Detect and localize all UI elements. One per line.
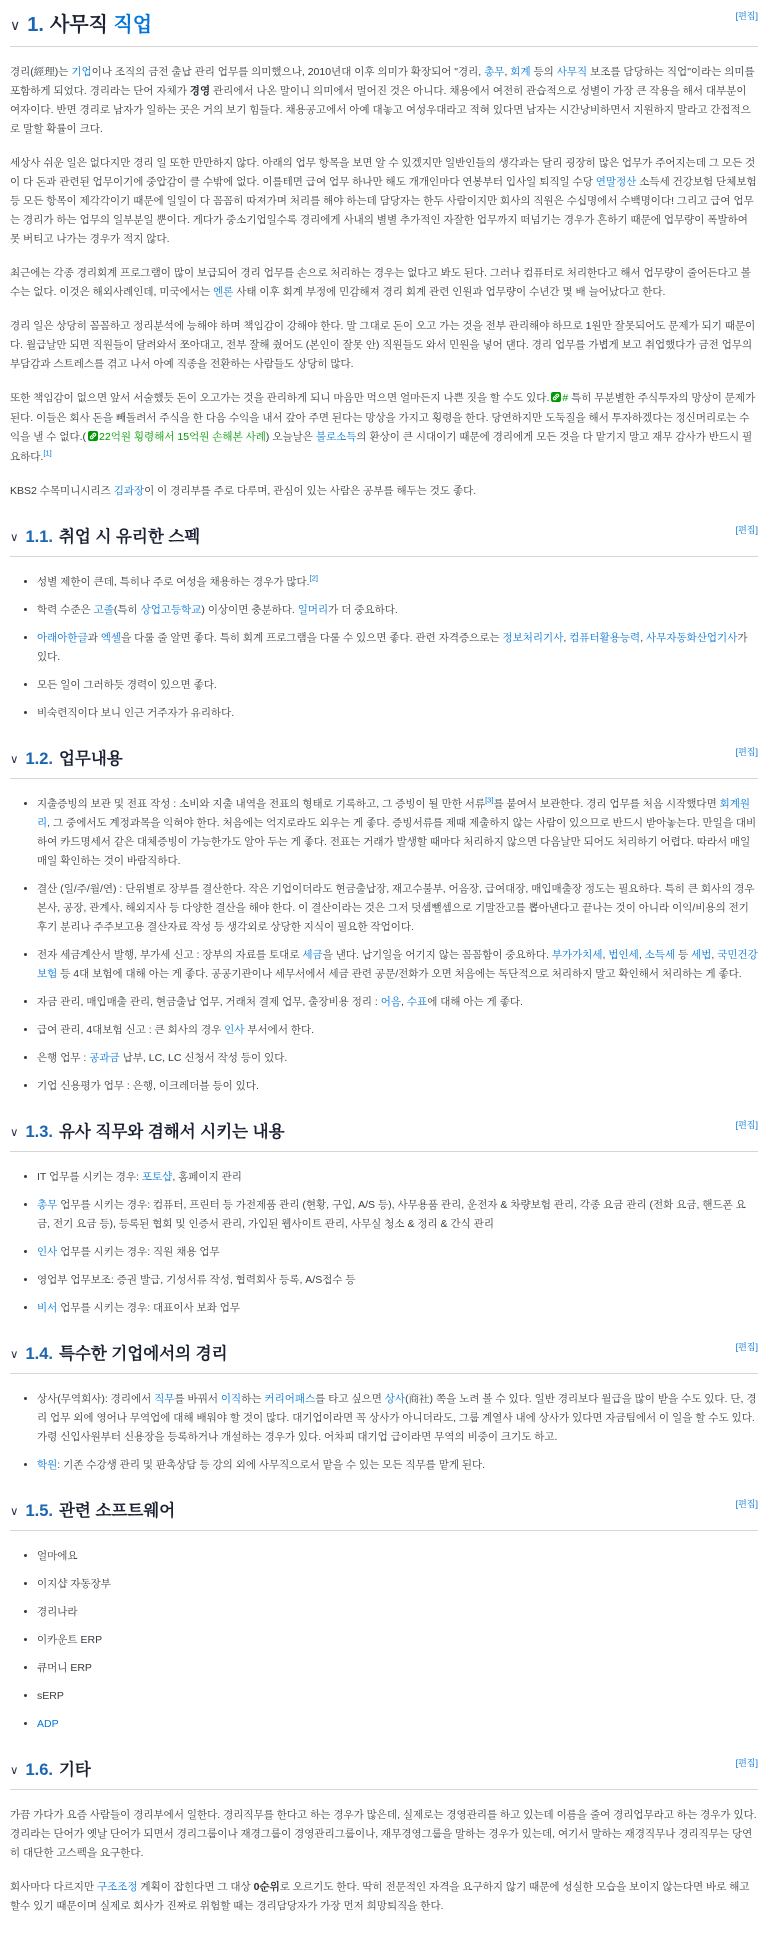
list-item [37, 1659, 758, 1678]
text-run: 최근에는 각종 경리회계 프로그램이 많이 보급되어 경리 업무를 손으로 처리하는 경우는 없다고 봐도 된다. 그러나 컴퓨터로 처리한다고 해서 업무량이 줄어든다고 볼 수는 없다. 이것은 해외사례인데, 미국에서는 [10, 267, 751, 298]
footnote [310, 573, 318, 582]
wiki-link[interactable]: 기업 [71, 66, 92, 78]
section-1-1 [10, 525, 758, 723]
text-run: IT 업무를 시키는 경우: [37, 1170, 142, 1183]
section-1-3 [10, 1119, 758, 1318]
list-item [37, 880, 758, 937]
text-run: 를 바꿔서 [174, 1392, 221, 1405]
section-content [10, 573, 758, 723]
wiki-link[interactable]: 총무 [484, 66, 505, 78]
section-heading [10, 1498, 758, 1531]
list-item [37, 1168, 758, 1187]
wiki-link[interactable]: 컴퓨터활용능력 [569, 631, 641, 644]
list-item [37, 1271, 758, 1290]
section-heading [10, 1119, 758, 1152]
text-run: 가 더 중요하다. [328, 603, 398, 616]
list-item [37, 1715, 758, 1734]
text-run: , [638, 948, 645, 961]
list-item [37, 1243, 758, 1262]
text-run: 경리 일은 상당히 꼼꼼하고 정리분석에 능해야 하며 책임감이 강해야 한다. 말 그대로 돈이 오고 가는 것을 전부 관리해야 하므로 1원만 잘못되어도 문제가 되기 때문이다. 월급날만 되면 직원들이 달려와서 쪼아대고, 전부 잘해 줬어도 (본인이 잘못 안) 직원들도 와서 민원을 넣어 댄다. 경리 업무를 가볍게 보고 취업했다가 금전 업무의 부담감과 스트레스를 겪고 나서 아예 직종을 전환하는 사람들도 상당히 많다. [10, 320, 756, 370]
list-item [37, 1021, 758, 1040]
list-item [37, 1196, 758, 1234]
wiki-link[interactable]: 총무 [37, 1198, 58, 1211]
collapse-chevron-icon[interactable]: ∨ [10, 1505, 19, 1518]
bullet-list [10, 573, 758, 723]
wiki-link[interactable]: 세금 [302, 948, 323, 961]
text-run: 이카운트 ERP [37, 1633, 103, 1646]
section-number-link[interactable]: 1.2. [25, 749, 53, 768]
collapse-chevron-icon[interactable]: ∨ [10, 17, 21, 33]
text-run: 업무내용 [58, 749, 123, 768]
section-1-2 [10, 746, 758, 1096]
paragraph [10, 1806, 758, 1863]
text-run: 특히 무분별한 주식투자의 망상이 문제가 된다. 이들은 회사 돈을 빼돌려서 주식을 한 다음 수익을 내서 갚아 주면 된다는 망상을 가지고 횡령을 한다. 당연하지만 도둑질을 해서 투자하겠다는 정신머리로는 수익을 낼 수 없다.( [10, 392, 756, 443]
section-content [10, 1390, 758, 1475]
text-run: 큐머니 ERP [37, 1661, 92, 1674]
list-item [37, 1575, 758, 1594]
section-title [59, 528, 200, 546]
wiki-link[interactable]: 직업 [113, 14, 153, 36]
external-link-icon[interactable] [88, 429, 98, 448]
wiki-link[interactable]: 상업고등학교 [140, 603, 202, 616]
list-item [37, 1603, 758, 1622]
section-number-link[interactable]: 1.6. [25, 1760, 53, 1779]
wiki-link[interactable]: 회계원리 [37, 797, 751, 829]
paragraph [10, 63, 758, 139]
text-run: 등 4대 보험에 대해 아는 게 좋다. 공공기관이나 세무서에서 세금 관련 공문/전화가 오면 처음에는 독단적으로 처리하지 말고 확인해서 처리하는 게 좋다. [57, 967, 742, 980]
collapse-chevron-icon[interactable]: ∨ [10, 1126, 19, 1139]
text-run: 사태 이후 회계 부정에 민감해져 경리 회계 관련 인원과 업무량이 수년간 몇 배 늘어났다고 한다. [233, 286, 666, 298]
edit-link[interactable]: [편집] [735, 525, 758, 535]
wiki-link[interactable]: 공과금 [89, 1051, 120, 1064]
list-item [37, 1299, 758, 1318]
text-run: 성별 제한이 큰데, 특히나 주로 여성을 채용하는 경우가 많다. [37, 575, 310, 588]
wiki-link[interactable]: 일머리 [297, 603, 329, 616]
text-run: 얼마에요 [37, 1549, 78, 1562]
text-run: 등 [675, 948, 692, 961]
text-run: , [401, 995, 407, 1008]
list-item [37, 629, 758, 667]
section-heading [10, 1757, 758, 1790]
wiki-link[interactable]: 커리어패스 [264, 1392, 316, 1405]
edit-link[interactable]: [편집] [735, 1757, 758, 1768]
text-run: 지출증빙의 보관 및 전표 작성 : 소비와 지출 내역을 전표의 형태로 기록하고, 그 증빙이 될 만한 서류 [37, 797, 486, 810]
text-run: 가끔 가다가 요즘 사람들이 경리부에서 일한다. 경리직무를 한다고 하는 경우가 많은데, 실제로는 경영관리를 하고 있는데 이름을 줄여 경리업무라고 하는 경우가 있다. 경리라는 단어가 옛날 단어가 되면서 경리그룹이나 재경그룹이 경영관리그룹이나, 재무경영그룹을 말하는 경우가 있는데, 여기서 말하는 재경직무나 경리직무는 당연히 대단한 고스펙을 요구한다. [10, 1808, 757, 1859]
text-run: 영업부 업무보조: 증권 발급, 기성서류 작성, 협력회사 등록, A/S접수 등 [37, 1273, 356, 1286]
text-run: sERP [37, 1689, 64, 1702]
wiki-link[interactable]: 엑셀 [100, 631, 122, 644]
text-run: 관련 소프트웨어 [58, 1501, 176, 1520]
wiki-link[interactable]: ADP [37, 1717, 59, 1730]
wiki-link[interactable]: 법인세 [608, 948, 639, 961]
collapse-chevron-icon[interactable]: ∨ [10, 532, 19, 544]
text-run: , [504, 66, 511, 78]
text-run: 결산 (일/주/월/연) : 단위별로 장부를 결산한다. 작은 기업이더라도 현금출납장, 재고수불부, 어음장, 급여대장, 매입매출장 정도는 필요하다. 특히 큰 회사의 경우 본사, 공장, 관계사, 해외지사 등 다양한 결산을 해야 한다. 이 결산이라는 것은 그저 덧셈뺄셈으로 기말잔고를 뽑아낸다고 끝나는 것이 아니라 이익/비용의 전기 후기 분리나 주주보고용 결산자료 작성 등 생각외로 상당한 지식이 필요한 작업이다. [37, 882, 755, 933]
section-heading [10, 1341, 758, 1374]
paragraph [10, 154, 758, 249]
wiki-link[interactable]: 소득세 [644, 948, 676, 961]
edit-link[interactable]: [편집] [735, 11, 758, 21]
paragraph [10, 1878, 758, 1916]
section-number-link[interactable]: 1.5. [25, 1501, 53, 1520]
text-run: 과 [87, 631, 101, 644]
text-run: 비숙련직이다 보니 인근 거주자가 유리하다. [37, 706, 235, 719]
section-heading [10, 746, 758, 779]
text-run: 관리에서 나온 말이니 의미에서 멀어진 것은 아니다. 채용에서 여전히 관습적으로 성별이 가장 큰 작용을 해서 대부분이 여자이다. 반면 경리로 남자가 일하는 곳은 거의 보기 힘들다. 채용공고에서 아예 대놓고 여성우대라고 적혀 있다면 남자는 시간낭비하면서 지원하지 말라고 간접적으로 말할 확률이 크다. [10, 85, 751, 135]
text-run: 상사(무역회사): 경리에서 [37, 1392, 155, 1405]
wiki-link[interactable]: 이직 [220, 1392, 242, 1405]
footnote-link[interactable]: [3] [485, 795, 494, 805]
list-item [37, 993, 758, 1012]
list-item [37, 946, 758, 984]
text-run: 경리(經理)는 [10, 66, 72, 78]
section-number-link[interactable]: 1. [27, 14, 44, 36]
bullet-list [10, 1390, 758, 1475]
text-run: 계획이 잡힌다면 그 대상 [137, 1880, 254, 1893]
wiki-link[interactable]: 사무자동화산업기사 [646, 631, 738, 644]
text-run: (商社) 쪽을 노려 볼 수 있다. 일반 경리보다 월급을 많이 받을 수도 있다. 단, 경리 업무 외에 영어나 무역업에 대해 배워야 할 것이 많다. 대기업이라면 꼭 상사가 아니더라도, 그룹 계열사 내에 상사가 있다면 자금팀에서 이 일을 할 수도 있다. 가령 신입사원부터 신용장을 등록하거나 개설하는 경우가 있다. 어차피 대기업 급이라면 무역의 비중이 크기도 하고. [37, 1392, 757, 1443]
text-run: , [640, 631, 647, 644]
paragraph [10, 482, 758, 501]
list-item [37, 1547, 758, 1566]
wiki-link[interactable]: 세법 [691, 948, 712, 961]
text-run: 또한 책임감이 없으면 앞서 서술했듯 돈이 오고가는 것을 관리하게 되니 마음만 먹으면 얼마든지 나쁜 짓을 할 수도 있다. [10, 392, 550, 404]
text-run: , [563, 631, 570, 644]
list-item [37, 1687, 758, 1706]
section-title [59, 1761, 91, 1779]
section-number-link[interactable]: 1.3. [25, 1122, 53, 1141]
edit-link[interactable]: [편집] [735, 1498, 758, 1509]
text-run: 업무를 시키는 경우: 대표이사 보좌 업무 [57, 1301, 241, 1314]
text-run: 기업 신용평가 업무 : 은행, 이크레더블 등이 있다. [37, 1079, 259, 1092]
edit-link[interactable]: [편집] [735, 1341, 758, 1352]
wiki-link[interactable]: 고졸 [93, 603, 114, 616]
paragraph [10, 389, 758, 467]
section-content [10, 1806, 758, 1916]
text-run: 부서에서 한다. [244, 1023, 315, 1036]
wiki-article [10, 11, 758, 1916]
text-run: ) 오늘날은 [265, 431, 316, 443]
wiki-link[interactable]: 사무직 [556, 66, 588, 78]
wiki-link[interactable]: 정보처리기사 [502, 631, 564, 644]
text-run: 소득세 건강보험 단체보험 등 모든 항목이 제각각이기 때문에 일일이 다 꼼꼼히 따져가며 처리를 해야 하는데 담당자는 한두 사람이지만 회사의 직원은 수십명에서 수백명이다! 그리고 급여 업무는 경리가 하는 업무의 일부분일 뿐이다. 게다가 중소기업일수록 경리에게 사내의 별별 추가적인 자잘한 업무까지 떠넘기는 경우가 흔하기 때문에 업무량이 폭발하여 못 버티고 나가는 경우가 적지 않다. [10, 176, 757, 245]
section-1-5 [10, 1498, 758, 1734]
bullet-list [10, 1168, 758, 1318]
wiki-link[interactable]: 국민건강보험 [37, 948, 758, 980]
section-number-link[interactable]: 1.1. [25, 528, 53, 546]
section-1 [10, 11, 758, 501]
text-run: 을 낸다. 납기일을 어기지 않는 꼼꼼함이 중요하다. [322, 948, 552, 961]
footnote [43, 449, 51, 458]
wiki-link[interactable]: 비서 [37, 1301, 58, 1314]
paragraph [10, 264, 758, 302]
section-content [10, 1168, 758, 1318]
section-content [10, 63, 758, 501]
list-item [37, 676, 758, 695]
wiki-link[interactable]: 인사 [37, 1245, 58, 1258]
wiki-link[interactable]: 상사 [384, 1392, 406, 1405]
text-run: 학력 수준은 [37, 603, 94, 616]
section-number-link[interactable]: 1.4. [25, 1344, 53, 1363]
bold-text: 경영 [189, 85, 211, 97]
text-run: 급여 관리, 4대보험 신고 : 큰 회사의 경우 [37, 1023, 225, 1036]
text-run: , 그 중에서도 계정과목을 익혀야 한다. 처음에는 억지로라도 외우는 게 좋다. 증빙서류를 제때 제출하지 않는 사람이 있으므로 반드시 받아놓는다. 만일을 대비하여 카드명세서 같은 대체증빙이 가능한가도 알아 두는 게 좋다. 전표는 거래가 발생할 때마다 처리하지 않으면 다음날만 되어도 처리하기 어렵다. 따라서 매일매일 확인하는 것이 바람직하다. [37, 816, 757, 867]
list-item [37, 601, 758, 620]
text-run: 은행 업무 : [37, 1051, 90, 1064]
wiki-link[interactable]: 인사 [224, 1023, 245, 1036]
wiki-link[interactable]: 회계 [510, 66, 531, 78]
wiki-link[interactable]: 엔론 [213, 286, 234, 298]
text-run: 회사마다 다르지만 [10, 1880, 97, 1893]
list-item [37, 1456, 758, 1475]
section-heading [10, 525, 758, 557]
bullet-list [10, 795, 758, 1096]
paragraph [10, 317, 758, 374]
text-run: 의 환상이 큰 시대이기 때문에 경리에게 모든 것을 다 맡기지 말고 재무 감사가 반드시 필요하다. [10, 431, 753, 463]
wiki-link[interactable]: 수표 [406, 995, 428, 1008]
text-run: 경리나라 [37, 1605, 78, 1618]
text-run: 취업 시 유리한 스펙 [58, 528, 201, 546]
external-link-icon[interactable] [551, 390, 561, 409]
section-content [10, 1547, 758, 1734]
text-run: 업무를 시키는 경우: 컴퓨터, 프린터 등 가전제품 관리 (현황, 구입, A/S 등), 사무용품 관리, 운전자 & 차량보험 관리, 각종 요금 관리 (전화 요금, 핸드폰 요금, 전기 요금 등), 등록된 협회 및 인증서 관리, 가입된 웹사이트 관리, 사무실 청소 & 정리 & 간식 관리 [37, 1198, 746, 1230]
text-run: : 기존 수강생 관리 및 판촉상담 등 강의 외에 사무직으로서 맡을 수 있는 모든 직무를 맡게 된다. [57, 1458, 486, 1471]
wiki-link[interactable]: 연말정산 [595, 176, 637, 188]
text-run: 에 대해 아는 게 좋다. [427, 995, 523, 1008]
text-run: 하는 [241, 1392, 265, 1405]
wiki-link[interactable]: 포토샵 [141, 1170, 173, 1183]
wiki-link[interactable]: 구조조정 [96, 1880, 138, 1893]
footnote-link[interactable]: [2] [309, 573, 318, 583]
text-run: KBS2 수목미니시리즈 [10, 485, 114, 497]
wiki-link[interactable]: 아래아한글 [37, 631, 88, 644]
wiki-link[interactable]: 학원 [37, 1458, 58, 1471]
text-run: 기타 [58, 1760, 91, 1779]
text-run: , [602, 948, 609, 961]
text-run: 을 다룰 줄 알면 좋다. 특히 회계 프로그램을 다룰 수 있으면 좋다. 관련 자격증으로는 [121, 631, 503, 644]
edit-link[interactable]: [편집] [735, 1119, 758, 1130]
text-run: 납부, LC, LC 신청서 작성 등이 있다. [119, 1051, 288, 1064]
text-run: 모든 일이 그러하듯 경력이 있으면 좋다. [37, 678, 217, 691]
collapse-chevron-icon[interactable]: ∨ [10, 1764, 19, 1777]
section-1-4 [10, 1341, 758, 1475]
text-run: 로 오르기도 한다. 딱히 전문적인 자격을 요구하지 않기 때문에 성실한 모습을 보이지 않는다면 바로 해고할수 있기 때문이며 실제로 회사가 진짜로 위험할 때는 경리담당자가 가장 먼저 희망퇴직을 한다. [10, 1880, 750, 1912]
wiki-link[interactable]: 직무 [154, 1392, 175, 1405]
section-1-6 [10, 1757, 758, 1916]
text-run: 보조를 담당하는 직업"이라는 의미를 포함하게 되었다. 경리라는 단어 자체가 [10, 66, 755, 97]
external-link[interactable]: 22억원 횡령해서 15억원 손해본 사례 [99, 431, 266, 443]
text-run: 사무직 [49, 14, 114, 36]
text-run: 등의 [530, 66, 557, 78]
footnote-link[interactable]: [1] [43, 448, 52, 458]
section-heading [10, 11, 758, 47]
external-link[interactable]: # [562, 392, 569, 404]
text-run: 특수한 기업에서의 경리 [58, 1344, 228, 1363]
text-run: (특히 [113, 603, 141, 616]
text-run: 전자 세금계산서 발행, 부가세 신고 : 장부의 자료를 토대로 [37, 948, 303, 961]
list-item [37, 1390, 758, 1447]
edit-link[interactable]: [편집] [735, 746, 758, 757]
section-title [50, 14, 152, 36]
list-item [37, 1049, 758, 1068]
text-run: , 홈페이지 관리 [172, 1170, 242, 1183]
bullet-list [10, 1547, 758, 1734]
text-run: 이지샵 자동장부 [37, 1577, 111, 1590]
text-run: ) 이상이면 충분하다. [201, 603, 298, 616]
text-run: 가 있다. [37, 631, 748, 663]
section-content [10, 795, 758, 1096]
text-run: 유사 직무와 겸해서 시키는 내용 [58, 1122, 285, 1141]
text-run: 세상사 쉬운 일은 없다지만 경리 일 또한 만만하지 않다. 아래의 업무 항목을 보면 알 수 있겠지만 일반인들의 생각과는 달리 굉장히 많은 업무가 주어지는데 그 모든 것이 다 돈과 관련된 업무이기에 중압감이 클 수밖에 없다. 이를테면 급여 업무 하나만 해도 개개인마다 연봉부터 입사일 퇴직일 수당 [10, 157, 756, 188]
text-run: 를 타고 싶으면 [315, 1392, 385, 1405]
list-item [37, 795, 758, 871]
text-run: 를 붙여서 보관한다. 경리 업무를 처음 시작했다면 [493, 797, 720, 810]
wiki-link[interactable]: 부가가치세 [551, 948, 603, 961]
collapse-chevron-icon[interactable]: ∨ [10, 1348, 19, 1361]
bold-text: 0순위 [253, 1880, 280, 1893]
text-run: 이 이 경리부를 주로 다루며, 관심이 있는 사람은 공부를 해두는 것도 좋다. [144, 485, 477, 497]
section-title [59, 1502, 175, 1520]
collapse-chevron-icon[interactable]: ∨ [10, 753, 19, 766]
list-item [37, 573, 758, 592]
text-run: 이나 조직의 금전 출납 관리 업무를 의미했으나, 2010년대 이후 의미가 확장되어 "경리, [91, 66, 485, 78]
text-run: 업무를 시키는 경우: 직원 채용 업무 [57, 1245, 220, 1258]
text-run: , [711, 948, 718, 961]
section-title [59, 1123, 285, 1141]
wiki-link[interactable]: 김과장 [113, 485, 145, 497]
list-item [37, 1631, 758, 1650]
section-title [59, 750, 123, 768]
wiki-link[interactable]: 불로소득 [315, 431, 357, 443]
list-item [37, 1077, 758, 1096]
list-item [37, 704, 758, 723]
wiki-link[interactable]: 어음 [380, 995, 402, 1008]
text-run: 자금 관리, 매입매출 관리, 현금출납 업무, 거래처 결제 업무, 출장비용 정리 : [37, 995, 381, 1008]
section-title [59, 1345, 228, 1363]
